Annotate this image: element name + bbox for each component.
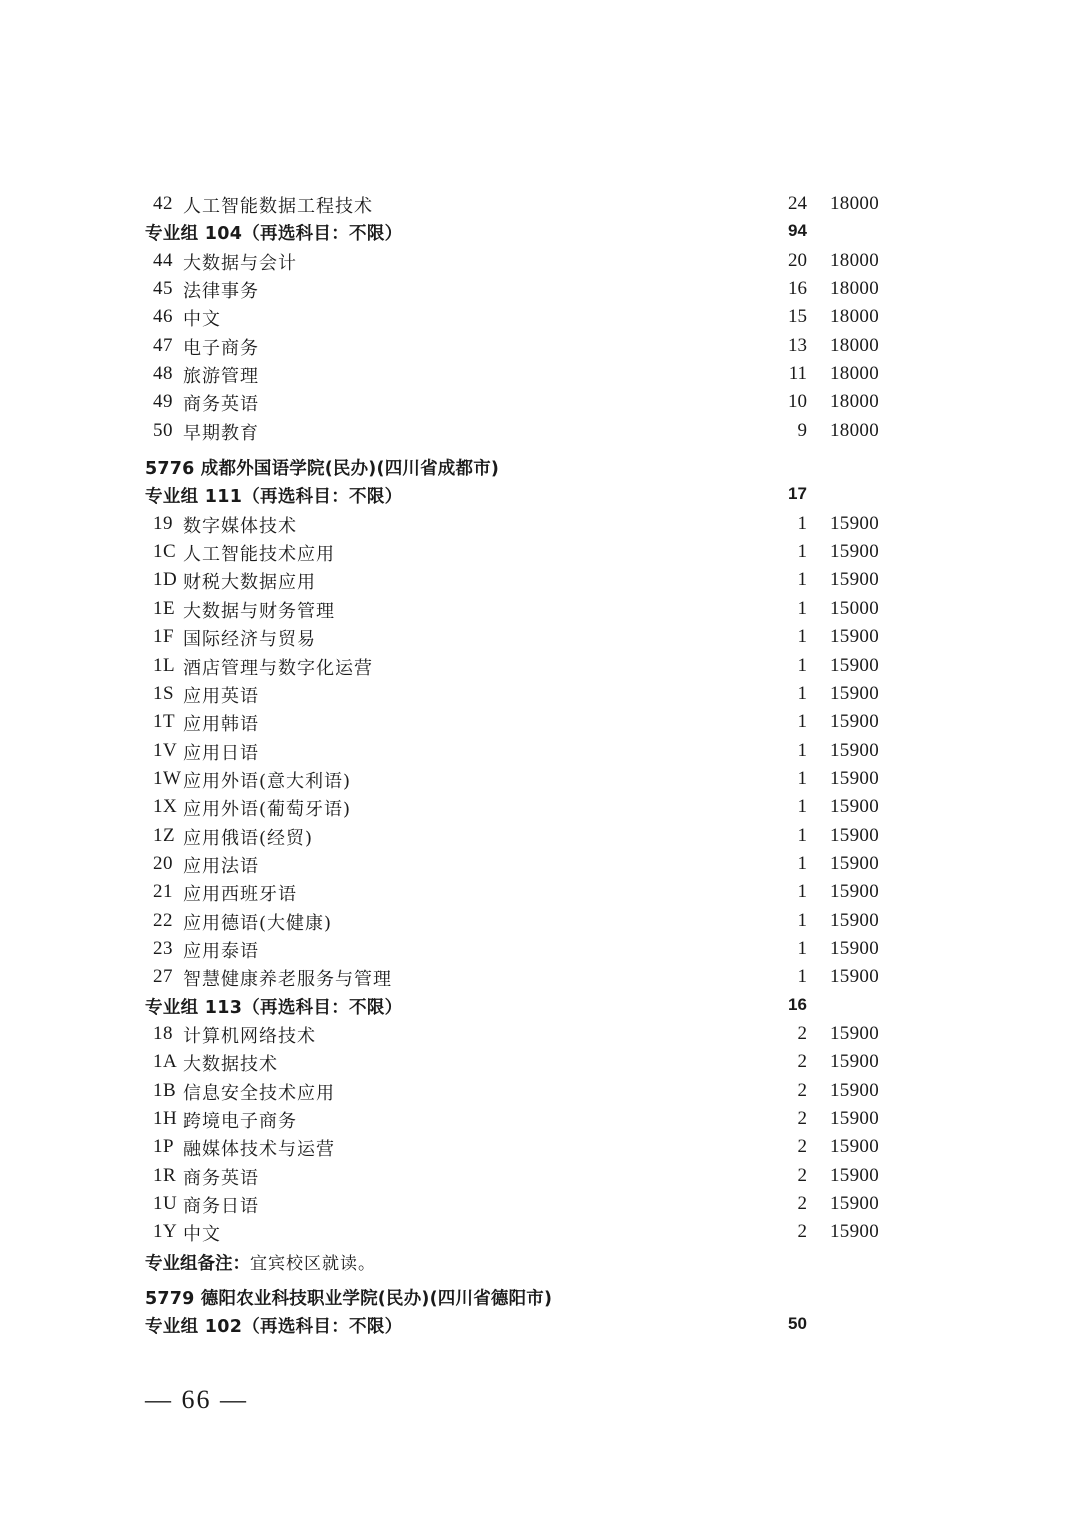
major-row [0,822,1080,850]
major-row [0,388,1080,416]
major-plan-count: 1 [797,966,807,988]
major-code: 1W [153,767,182,789]
major-row [0,737,1080,765]
school-header [0,1283,1080,1311]
major-name: 信息安全技术应用 [183,1082,335,1104]
major-name: 商务日语 [183,1196,259,1218]
major-name: 商务英语 [183,394,259,416]
major-tuition-fee: 15900 [830,937,879,959]
school-header [0,453,1080,481]
major-name: 大数据与财务管理 [183,600,335,622]
major-plan-count: 1 [797,682,807,704]
major-code: 1R [153,1164,177,1186]
major-plan-count: 1 [797,852,807,874]
major-code: 42 [153,193,173,214]
major-plan-count: 1 [797,541,807,563]
major-name: 国际经济与贸易 [183,629,316,651]
major-code: 1U [153,1193,178,1215]
major-tuition-fee: 18000 [830,391,879,413]
major-group-note [0,1247,1080,1275]
major-name: 数字媒体技术 [183,515,297,537]
major-name: 应用外语(葡萄牙语) [183,799,352,821]
major-tuition-fee: 15900 [830,541,879,563]
major-code: 1B [153,1079,177,1101]
major-plan-count: 20 [788,249,807,271]
major-row [0,275,1080,303]
major-code: 21 [153,881,173,903]
major-code: 23 [153,937,173,959]
major-code: 1H [153,1108,178,1129]
note-text: 宜宾校区就读。 [250,1253,376,1274]
major-code: 1Y [153,1221,178,1243]
major-plan-count: 2 [797,1079,807,1101]
major-code: 1A [153,1051,178,1073]
major-tuition-fee: 15900 [830,909,879,931]
major-plan-count: 9 [797,419,807,441]
major-name: 电子商务 [183,337,259,359]
major-plan-count: 2 [797,1193,807,1215]
major-tuition-fee: 15900 [830,739,879,761]
major-row [0,765,1080,793]
major-name: 中文 [183,309,221,331]
major-plan-count: 1 [797,739,807,761]
major-name: 商务英语 [183,1167,259,1189]
major-code: 47 [153,334,173,356]
major-row [0,850,1080,878]
major-name: 早期教育 [183,422,259,444]
major-plan-count: 10 [788,391,807,413]
major-code: 18 [153,1022,173,1044]
major-name: 计算机网络技术 [183,1025,316,1047]
major-plan-count: 2 [797,1022,807,1044]
major-group-title: 专业组 111（再选科目：不限） [145,487,403,508]
major-tuition-fee: 15900 [830,569,879,591]
major-group-title: 专业组 104（再选科目：不限） [145,224,403,245]
major-group-title: 专业组 102（再选科目：不限） [145,1317,403,1338]
major-tuition-fee: 15900 [830,1136,879,1158]
major-name: 应用德语(大健康) [183,912,333,934]
major-name: 应用外语(意大利语) [183,770,352,792]
major-tuition-fee: 15900 [830,1221,879,1243]
major-row [0,566,1080,594]
major-row [0,1048,1080,1076]
major-name: 大数据与会计 [183,252,297,274]
major-name: 跨境电子商务 [183,1111,297,1132]
major-row [0,303,1080,331]
major-group-header [0,218,1080,246]
major-tuition-fee: 15900 [830,852,879,874]
major-row [0,417,1080,445]
major-tuition-fee: 15900 [830,682,879,704]
school-title: 5779 德阳农业科技职业学院(民办)(四川省德阳市) [145,1289,553,1310]
major-name: 应用英语 [183,685,259,707]
major-group-header [0,481,1080,509]
major-name: 财税大数据应用 [183,572,316,594]
major-row [0,247,1080,275]
major-tuition-fee: 18000 [830,363,879,385]
major-name: 应用法语 [183,855,259,877]
major-code: 50 [153,419,173,441]
major-row [0,623,1080,651]
major-tuition-fee: 15900 [830,824,879,846]
major-row [0,793,1080,821]
major-group-plan-count: 50 [788,1314,807,1334]
major-row [0,1105,1080,1133]
major-row [0,652,1080,680]
major-tuition-fee: 15900 [830,1164,879,1186]
major-tuition-fee: 15900 [830,1193,879,1215]
major-row [0,708,1080,736]
major-name: 应用日语 [183,742,259,764]
major-group-title: 专业组 113（再选科目：不限） [145,997,403,1018]
major-tuition-fee: 15900 [830,626,879,648]
major-group-header [0,992,1080,1020]
major-tuition-fee: 15900 [830,767,879,789]
major-name: 大数据技术 [183,1054,278,1076]
major-plan-count: 1 [797,796,807,818]
major-group-header [0,1311,1080,1339]
page-number: — 66 — [145,1385,248,1414]
major-row [0,1162,1080,1190]
major-row [0,1077,1080,1105]
major-row [0,510,1080,538]
major-tuition-fee: 15900 [830,1022,879,1044]
major-code: 48 [153,363,173,385]
major-code: 1S [153,682,175,704]
major-name: 酒店管理与数字化运营 [183,657,373,679]
major-plan-count: 2 [797,1136,807,1158]
major-name: 应用韩语 [183,714,259,736]
major-name: 智慧健康养老服务与管理 [183,969,392,991]
major-tuition-fee: 15900 [830,1079,879,1101]
major-code: 1D [153,569,178,591]
major-plan-count: 15 [788,306,807,328]
major-row [0,680,1080,708]
major-row [0,595,1080,623]
major-code: 46 [153,306,173,328]
major-plan-count: 11 [788,363,807,385]
major-tuition-fee: 15900 [830,711,879,733]
major-plan-count: 2 [797,1221,807,1243]
major-row [0,907,1080,935]
major-code: 44 [153,249,173,271]
major-name: 融媒体技术与运营 [183,1139,335,1161]
major-name: 旅游管理 [183,366,259,388]
major-code: 1L [153,654,176,676]
major-group-plan-count: 16 [788,994,807,1014]
major-group-plan-count: 17 [788,484,807,504]
major-row [0,878,1080,906]
major-tuition-fee: 18000 [830,419,879,441]
major-code: 1P [153,1136,175,1158]
major-row [0,935,1080,963]
major-code: 1F [153,626,175,648]
major-plan-count: 1 [797,767,807,789]
major-tuition-fee: 15900 [830,796,879,818]
major-tuition-fee: 18000 [830,193,879,214]
major-plan-count: 1 [797,626,807,648]
major-row [0,190,1080,218]
major-row [0,1133,1080,1161]
enrollment-plan-document [0,190,1080,1340]
major-row [0,360,1080,388]
major-code: 19 [153,512,173,534]
major-tuition-fee: 15000 [830,597,879,619]
major-tuition-fee: 15900 [830,512,879,534]
major-plan-count: 2 [797,1051,807,1073]
major-code: 22 [153,909,173,931]
major-name: 人工智能数据工程技术 [183,196,373,217]
major-plan-count: 1 [797,711,807,733]
major-row [0,538,1080,566]
note-line [145,1249,376,1275]
major-row [0,1020,1080,1048]
major-name: 应用俄语(经贸) [183,827,314,849]
major-tuition-fee: 15900 [830,966,879,988]
major-plan-count: 1 [797,512,807,534]
major-name: 中文 [183,1224,221,1246]
major-name: 人工智能技术应用 [183,544,335,566]
major-code: 49 [153,391,173,413]
major-plan-count: 1 [797,569,807,591]
major-plan-count: 1 [797,654,807,676]
major-plan-count: 1 [797,824,807,846]
major-plan-count: 1 [797,909,807,931]
major-tuition-fee: 15900 [830,1108,879,1129]
major-plan-count: 2 [797,1108,807,1129]
major-plan-count: 2 [797,1164,807,1186]
major-tuition-fee: 18000 [830,306,879,328]
major-name: 应用泰语 [183,940,259,962]
major-plan-count: 1 [797,937,807,959]
major-plan-count: 16 [788,278,807,300]
major-tuition-fee: 15900 [830,881,879,903]
major-code: 1V [153,739,178,761]
major-tuition-fee: 18000 [830,249,879,271]
major-row [0,1218,1080,1246]
major-row [0,1190,1080,1218]
major-plan-count: 24 [788,193,807,214]
major-tuition-fee: 15900 [830,654,879,676]
major-plan-count: 1 [797,597,807,619]
major-code: 20 [153,852,173,874]
note-label: 专业组备注： [145,1253,250,1274]
major-tuition-fee: 15900 [830,1051,879,1073]
major-name: 应用西班牙语 [183,884,297,906]
major-code: 1C [153,541,177,563]
major-tuition-fee: 18000 [830,334,879,356]
major-plan-count: 13 [788,334,807,356]
major-row [0,332,1080,360]
major-plan-count: 1 [797,881,807,903]
school-title: 5776 成都外国语学院(民办)(四川省成都市) [145,459,500,480]
major-code: 1Z [153,824,176,846]
major-row [0,963,1080,991]
major-code: 1X [153,796,178,818]
major-name: 法律事务 [183,281,259,303]
major-code: 27 [153,966,173,988]
major-code: 1E [153,597,176,619]
major-code: 45 [153,278,173,300]
major-group-plan-count: 94 [788,221,807,241]
major-tuition-fee: 18000 [830,278,879,300]
major-code: 1T [153,711,176,733]
